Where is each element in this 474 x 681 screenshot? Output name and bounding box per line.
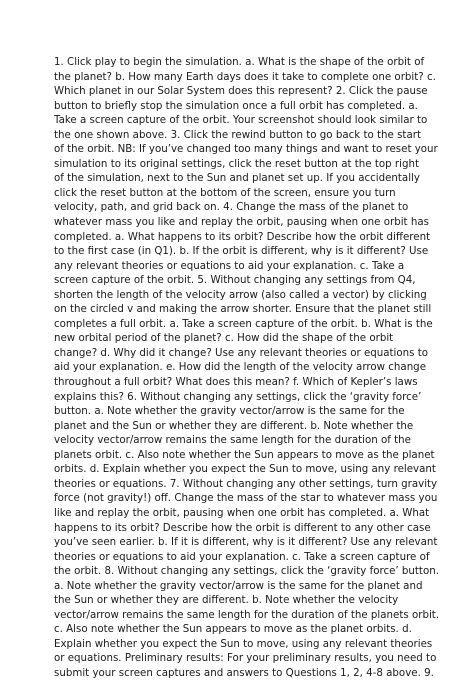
text-line: the planet? b. How many Earth days does it take to complete one orbit? c. (54, 70, 436, 83)
text-line: to the first case (in Q1). b. If the orbit is different, why is it different? Use (54, 245, 429, 258)
text-line: c. Also note whether the Sun appears to move as the planet orbits. d. (54, 623, 412, 636)
text-line: of the simulation, next to the Sun and planet set up. If you accidentally (54, 172, 420, 185)
body-text (54, 55, 440, 681)
text-line: theories or equations. 7. Without changing any other settings, turn gravity (54, 477, 438, 490)
text-line: Which planet in our Solar System does this represent? 2. Click the pause (54, 85, 428, 98)
text-line: throughout a full orbit? What does this mean? f. Which of Kepler’s laws (54, 376, 418, 389)
text-line: the Sun or whether they are different. b. Note whether the velocity (54, 594, 399, 607)
text-line: orbits. d. Explain whether you expect the Sun to move, using any relevant (54, 463, 436, 476)
text-line: planet and the Sun or whether they are different. b. Note whether the (54, 419, 414, 432)
text-line: shorten the length of the velocity arrow (also called a vector) by clicking (54, 288, 427, 301)
text-line: aid your explanation. e. How did the length of the velocity arrow change (54, 361, 426, 374)
text-line: velocity vector/arrow remains the same length for the duration of the (54, 434, 411, 447)
text-line: change? d. Why did it change? Use any relevant theories or equations to (54, 346, 429, 359)
text-line: happens to its orbit? Describe how the orbit is different to any other case (54, 521, 431, 534)
text-line: new orbital period of the planet? c. How did the shape of the orbit (54, 332, 394, 345)
text-line: completes a full orbit. a. Take a screen capture of the orbit. b. What is the (54, 317, 433, 330)
text-line: on the circled v and making the arrow shorter. Ensure that the planet still (54, 303, 432, 316)
text-line: like and replay the orbit, pausing when one orbit has completed. a. What (54, 506, 430, 519)
text-line: or equations. Preliminary results: For your preliminary results, you need to (54, 652, 437, 665)
text-line: completed. a. What happens to its orbit? Describe how the orbit different (54, 230, 431, 243)
text-line: simulation to its original settings, click the reset button at the top right (54, 157, 419, 170)
text-line: Take a screen capture of the orbit. Your screenshot should look similar to (54, 114, 428, 127)
text-line: button. a. Note whether the gravity vector/arrow is the same for the (54, 405, 405, 418)
text-line: Explain whether you expect the Sun to move, using any relevant theories (54, 637, 433, 650)
text-line: planets orbit. c. Also note whether the Sun appears to move as the planet (54, 448, 435, 461)
text-line: submit your screen captures and answers to Questions 1, 2, 4-8 above. 9. (54, 666, 434, 679)
text-line: vector/arrow remains the same length for the duration of the planets orbit. (54, 608, 440, 621)
text-line: any relevant theories or equations to aid your explanation. c. Take a (54, 259, 405, 272)
text-line: of the orbit. NB: If you’ve changed too many things and want to reset your (54, 143, 438, 156)
text-line: the one shown above. 3. Click the rewind button to go back to the start (54, 128, 421, 141)
text-line: force (not gravity!) off. Change the mass of the star to whatever mass you (54, 492, 438, 505)
text-line: explains this? 6. Without changing any settings, click the ‘gravity force’ (54, 390, 422, 403)
text-line: theories or equations to aid your explanation. c. Take a screen capture of (54, 550, 430, 563)
text-line: the orbit. 8. Without changing any settings, click the ‘gravity force’ button. (54, 565, 439, 578)
text-line: screen capture of the orbit. 5. Without changing any settings from Q4, (54, 274, 416, 287)
text-line: velocity, path, and grid back on. 4. Change the mass of the planet to (54, 201, 409, 214)
text-line: button to briefly stop the simulation once a full orbit has completed. a. (54, 99, 418, 112)
text-line: click the reset button at the bottom of the screen, ensure you turn (54, 186, 396, 199)
text-line: you’ve seen earlier. b. If it is different, why is it different? Use any relevant (54, 536, 438, 549)
text-line: whatever mass you like and replay the orbit, pausing when one orbit has (54, 216, 429, 229)
text-line: a. Note whether the gravity vector/arrow is the same for the planet and (54, 579, 423, 592)
text-line: 1. Click play to begin the simulation. a. What is the shape of the orbit of (54, 56, 425, 68)
